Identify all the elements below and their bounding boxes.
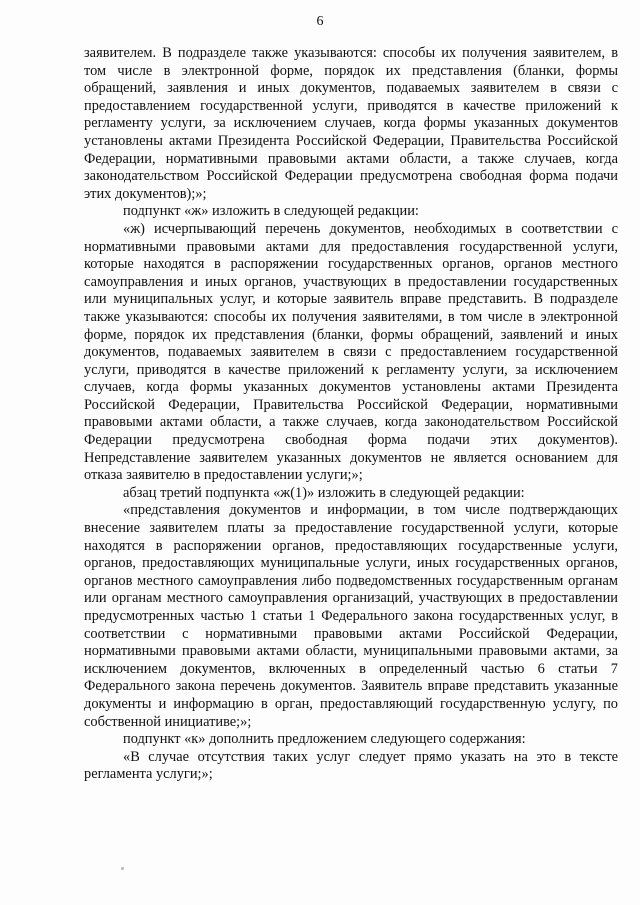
paragraph-subitem-k-text: «В случае отсутствия таких услуг следует прямо указать на это в тексте регламента услуги;»; (84, 748, 618, 783)
scan-speck (121, 867, 124, 870)
paragraph-instruction-k: подпункт «к» дополнить предложением следующего содержания: (123, 731, 526, 748)
paragraph-instruction-zh1: абзац третий подпункта «ж(1)» изложить в следующей редакции: (123, 484, 525, 501)
paragraph-continuation: заявителем. В подразделе также указываются: способы их получения заявителем, в том числе в электронной форме, порядок их представления (бланки, формы обращений, заявления и иных документов, подаваемых заявителем в связи с предоставлением государственной услуги, приводятся в качестве приложений к регламенту услуги, за исключением случаев, когда формы указанных документов установлены актами Президента Российской Федерации, Правительства Российской Федерации, нормативными правовыми актами области, а также случаев, когда законодательством Российской Федерации предусмотрена свободная форма подачи этих документов);»; (84, 45, 618, 202)
paragraph-subitem-zh1-text: «представления документов и информации, в том числе подтверждающих внесение заявителем платы за предоставление государственной услуги, которые находятся в распоряжении органов, предоставляющих государственные услуги, органов, предоставляющих муниципальные услуги, иных государственных органов, органов местного самоуправления либо подведомственных государственным органам или органам местного самоуправления организаций, участвующих в предоставлении предусмотренных частью 1 статьи 1 Федерального закона государственных услуг, в соответствии с нормативными правовыми актами Российской Федерации, нормативными правовыми актами области, муниципальными правовыми актами, за исключением документов, включенных в определенный частью 6 статьи 7 Федерального закона перечень документов. Заявитель вправе представить указанные документы и информацию в орган, предоставляющий государственную услугу, по собственной инициативе;»; (84, 502, 618, 730)
document-body (84, 45, 618, 784)
paragraph-instruction-zh: подпункт «ж» изложить в следующей редакции: (123, 203, 419, 220)
page-number: 6 (316, 14, 324, 29)
paragraph-subitem-zh-text: «ж) исчерпывающий перечень документов, необходимых в соответствии с нормативными правовыми актами для предоставления государственной услуги, которые находятся в распоряжении государственных органов, органов местного самоуправления и иных органов, участвующих в предоставлении государственных или муниципальных услуг, и которые заявитель вправе представить. В подразделе также указываются: способы их получения заявителями, в том числе в электронной форме, порядок их представления (бланки, формы обращений, заявлений и иных документов, подаваемых заявителем в связи с предоставлением государственной услуги, приводятся в качестве приложений к регламенту услуги, за исключением случаев, когда формы указанных документов установлены актами Президента Российской Федерации, Правительства Российской Федерации, нормативными правовыми актами области, а также случаев, когда законодательством Российской Федерации предусмотрена свободная форма подачи этих документов). Непредставление заявителем указанных документов не является основанием для отказа заявителю в предоставлении услуги;»; (84, 220, 618, 484)
